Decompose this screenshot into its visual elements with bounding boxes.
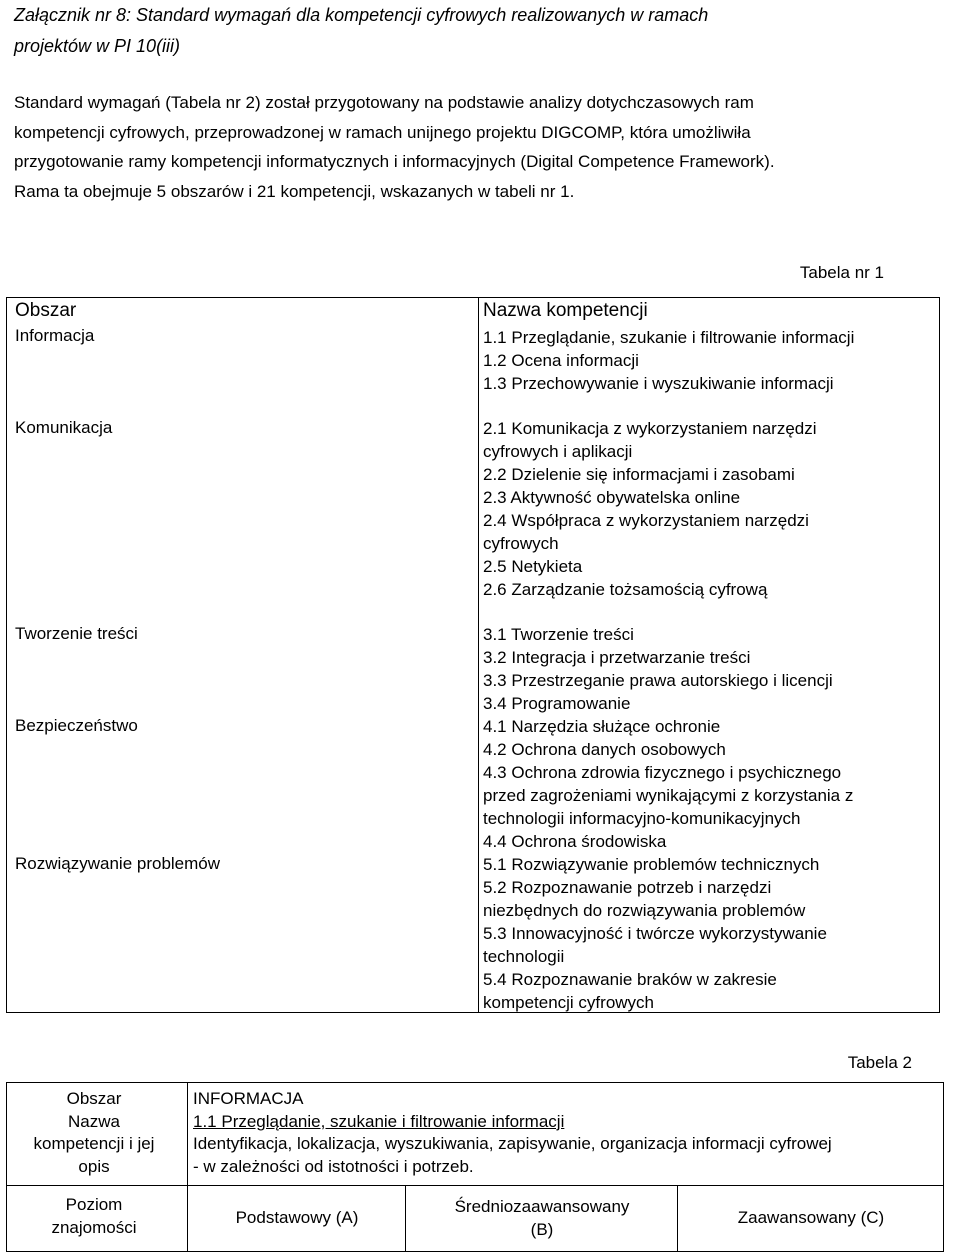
area-bezpieczenstwo: Bezpieczeństwo (15, 716, 138, 735)
competence-item: kompetencji cyfrowych (483, 993, 655, 1012)
table2-values (193, 1088, 941, 1178)
competence-table (6, 297, 940, 1013)
description-line-1: Identyfikacja, lokalizacja, wyszukiwania, zapisywanie, organizacja informacji cyfrowej (193, 1134, 832, 1153)
competence-item: przed zagrożeniami wynikającymi z korzystania z (483, 786, 854, 805)
competences-tworzenie-tresci (483, 623, 933, 715)
competence-item: technologii (483, 947, 565, 966)
intro-line-3: przygotowanie ramy kompetencji informatycznych i informacyjnych (Digital Competence Framework). (14, 152, 775, 171)
area-value: INFORMACJA (193, 1089, 304, 1108)
table2-level-divider-2 (677, 1185, 678, 1251)
competences-informacja (483, 326, 933, 395)
label-level-1: Poziom (65, 1195, 123, 1214)
level-advanced: Zaawansowany (C) (737, 1208, 885, 1227)
competence-item: 4.3 Ochrona zdrowia fizycznego i psychicznego (483, 763, 842, 782)
table2-column-divider (187, 1083, 188, 1251)
label-name-1: Nazwa (68, 1111, 120, 1131)
document-title (14, 0, 944, 62)
competence-item: niezbędnych do rozwiązywania problemów (483, 901, 806, 920)
table2-row-labels (7, 1088, 181, 1178)
table1-column-divider (478, 298, 479, 1012)
intro-line-4: Rama ta obejmuje 5 obszarów i 21 kompetencji, wskazanych w tabeli nr 1. (14, 181, 575, 201)
level-intermediate-1: Średniozaawansowany (454, 1197, 630, 1216)
table2-row-divider (7, 1185, 943, 1186)
description-line-2: - w zależności od istotności i potrzeb. (193, 1156, 474, 1176)
competence-item: 5.1 Rozwiązywanie problemów technicznych (483, 855, 820, 874)
competence-item: 3.1 Tworzenie treści (483, 625, 634, 644)
competence-item: 2.6 Zarządzanie tożsamością cyfrową (483, 580, 768, 599)
area-informacja: Informacja (15, 326, 95, 345)
competence-item: 3.4 Programowanie (483, 694, 631, 713)
competence-item: 3.2 Integracja i przetwarzanie treści (483, 648, 751, 667)
area-komunikacja: Komunikacja (15, 418, 113, 437)
level-basic: Podstawowy (A) (235, 1208, 359, 1227)
competence-item: 4.2 Ochrona danych osobowych (483, 740, 726, 759)
competence-item: 5.3 Innowacyjność i twórcze wykorzystywanie (483, 924, 827, 943)
competences-komunikacja (483, 417, 933, 601)
table1-caption: Tabela nr 1 (799, 263, 884, 282)
competence-item: 3.3 Przestrzeganie prawa autorskiego i licencji (483, 671, 833, 690)
area-rozwiazywanie-problemow: Rozwiązywanie problemów (15, 854, 221, 873)
competence-item: 1.2 Ocena informacji (483, 351, 639, 370)
label-name-2: kompetencji i jej (33, 1134, 155, 1153)
competence-item: 4.4 Ochrona środowiska (483, 832, 667, 851)
competence-item: 5.4 Rozpoznawanie braków w zakresie (483, 970, 777, 989)
title-line-2: projektów w PI 10(iii) (14, 36, 181, 56)
competence-item: 1.1 Przeglądanie, szukanie i filtrowanie informacji (483, 328, 855, 347)
intro-line-2: kompetencji cyfrowych, przeprowadzonej w ramach unijnego projektu DIGCOMP, która umożliwiła (14, 122, 751, 142)
competences-rozwiazywanie-problemow (483, 853, 933, 1014)
table2-caption: Tabela 2 (847, 1053, 912, 1072)
label-level-2: znajomości (51, 1217, 137, 1237)
intro-line-1: Standard wymagań (Tabela nr 2) został przygotowany na podstawie analizy dotychczasowych ram (14, 93, 754, 112)
competence-item: cyfrowych (483, 534, 559, 553)
competence-item: 2.2 Dzielenie się informacjami i zasobami (483, 465, 795, 484)
level-intermediate (407, 1195, 677, 1241)
competence-item: technologii informacyjno-komunikacyjnych (483, 809, 801, 828)
label-area: Obszar (66, 1089, 122, 1108)
intro-paragraph (14, 88, 944, 206)
level-intermediate-2: (B) (530, 1220, 554, 1239)
table2-level-label (7, 1194, 181, 1239)
competence-item: 2.1 Komunikacja z wykorzystaniem narzędzi (483, 419, 817, 438)
competence-item: 5.2 Rozpoznawanie potrzeb i narzędzi (483, 878, 772, 897)
table1-header-competence: Nazwa kompetencji (483, 300, 648, 321)
competence-item: 2.5 Netykieta (483, 557, 583, 576)
competences-bezpieczenstwo (483, 715, 933, 853)
competence-item: 2.3 Aktywność obywatelska online (483, 488, 741, 507)
competence-item: cyfrowych i aplikacji (483, 442, 633, 461)
title-line-1: Załącznik nr 8: Standard wymagań dla kompetencji cyfrowych realizowanych w ramach (14, 5, 709, 25)
area-tworzenie-tresci: Tworzenie treści (15, 624, 138, 643)
requirements-table (6, 1082, 944, 1252)
competence-item: 4.1 Narzędzia służące ochronie (483, 717, 721, 736)
competence-item: 2.4 Współpraca z wykorzystaniem narzędzi (483, 511, 809, 530)
label-name-3: opis (78, 1156, 110, 1176)
table1-header-area: Obszar (15, 300, 77, 321)
table2-level-divider-1 (405, 1185, 406, 1251)
competence-item: 1.3 Przechowywanie i wyszukiwanie informacji (483, 374, 834, 393)
competence-name: 1.1 Przeglądanie, szukanie i filtrowanie informacji (193, 1111, 565, 1131)
